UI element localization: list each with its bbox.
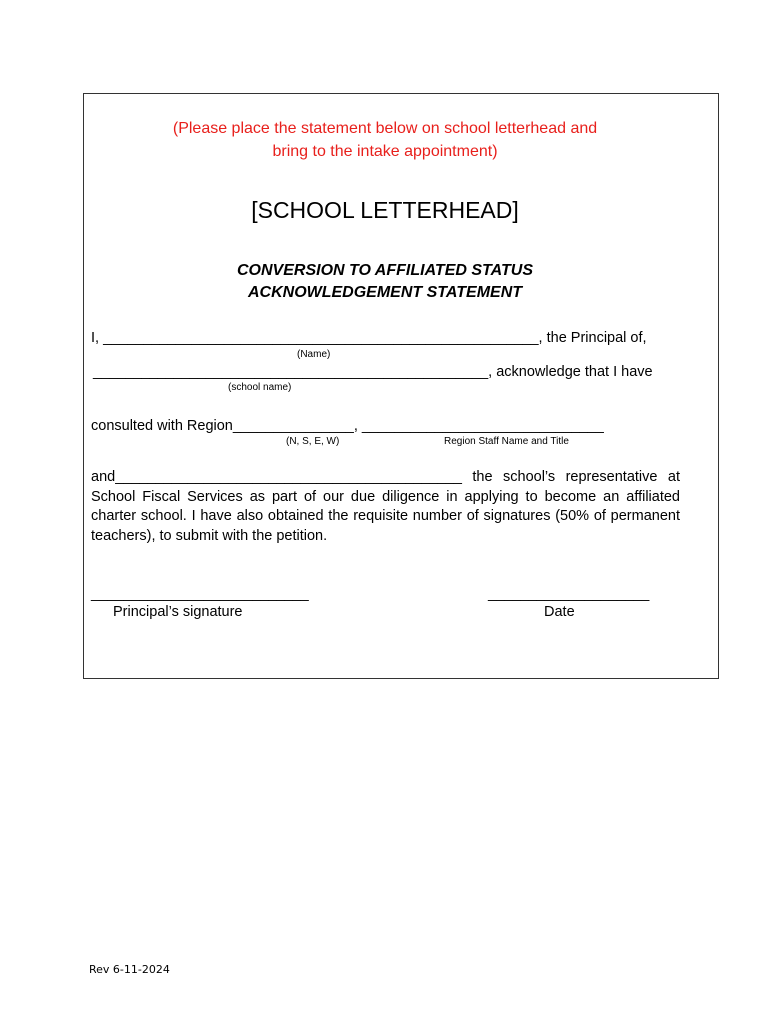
region-caption: (N, S, E, W) bbox=[286, 436, 340, 447]
instruction-line-2: bring to the intake appointment) bbox=[272, 143, 498, 160]
name-caption: (Name) bbox=[297, 349, 331, 360]
instruction-line-1: (Please place the statement below on school letterhead and bbox=[172, 120, 598, 137]
date-label: Date bbox=[544, 604, 575, 620]
principal-signature-line: ___________________________ bbox=[91, 586, 309, 602]
principal-signature-label: Principal’s signature bbox=[113, 604, 243, 620]
statement-paragraph: and___________________________________________ the school’s representative at School Fiscal Services as part of our due diligence in applying to become an affiliated charter school. I have also obtained the requisite number of signatures (50% of permanent teachers), to submit with the petition. bbox=[91, 469, 680, 544]
document-title-line-1: CONVERSION TO AFFILIATED STATUS bbox=[237, 262, 533, 279]
revision-footer: Rev 6-11-2024 bbox=[89, 963, 170, 976]
document-title-line-2: ACKNOWLEDGEMENT STATEMENT bbox=[247, 284, 523, 301]
principal-name-line: I, ______________________________________________________, the Principal of, bbox=[91, 330, 647, 346]
school-name-caption: (school name) bbox=[228, 382, 292, 393]
date-line: ____________________ bbox=[488, 586, 650, 602]
region-line: consulted with Region_______________, ______________________________ bbox=[91, 418, 604, 434]
school-name-line: _________________________________________________, acknowledge that I have bbox=[93, 364, 653, 380]
letterhead-placeholder: [SCHOOL LETTERHEAD] bbox=[251, 197, 519, 223]
staff-caption: Region Staff Name and Title bbox=[444, 436, 569, 447]
